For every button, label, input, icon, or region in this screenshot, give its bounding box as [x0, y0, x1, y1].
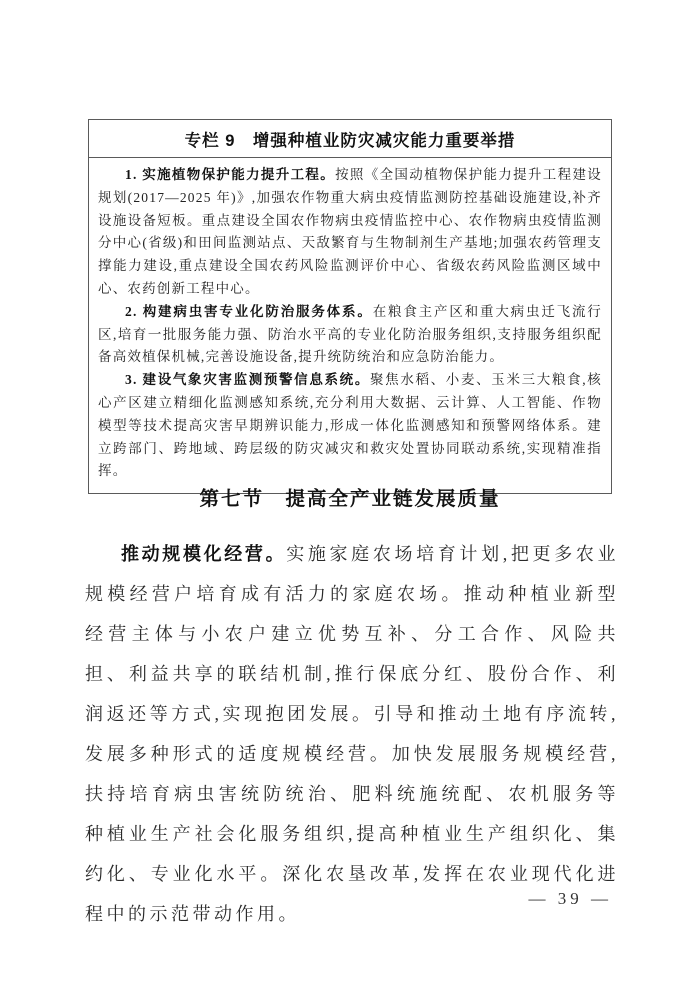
panel-title: 专栏 9 增强种植业防灾减灾能力重要举措 — [184, 132, 516, 150]
panel-paragraph-lead: 1. 实施植物保护能力提升工程。 — [125, 167, 336, 182]
panel-paragraph — [98, 301, 602, 369]
panel-paragraph-text: 聚焦水稻、小麦、玉米三大粮食,核心产区建立精细化监测感知系统,充分利用大数据、云计算、人工智能、作物模型等技术提高灾害早期辨识能力,形成一体化监测感知和预警网络体系。建立跨部门、跨地域、跨层级的防灾减灾和救灾处置协同联动系统,实现精准指挥。 — [98, 372, 603, 479]
body-paragraph-text: 实施家庭农场培育计划,把更多农业规模经营户培育成有活力的家庭农场。推动种植业新型经营主体与小农户建立优势互补、分工合作、风险共担、利益共享的联结机制,推行保底分红、股份合作、利润返还等方式,实现抱团发展。引导和推动土地有序流转,发展多种形式的适度规模经营。加快发展服务规模经营,扶持培育病虫害统防统治、肥料统施统配、农机服务等种植业生产社会化服务组织,提高种植业生产组织化、集约化、专业化水平。深化农垦改革,发挥在农业现代化进程中的示范带动作用。 — [85, 544, 619, 924]
panel-header — [89, 120, 611, 158]
panel-paragraph-lead: 3. 建设气象灾害监测预警信息系统。 — [125, 372, 370, 388]
panel-paragraph — [98, 164, 602, 301]
panel-paragraph-text: 在粮食主产区和重大病虫迁飞流行区,培育一批服务能力强、防治水平高的专业化防治服务组织,支持服务组织配备高效植保机械,完善设施设备,提升统防统治和应急防治能力。 — [98, 303, 603, 365]
panel-paragraph-text: 按照《全国动植物保护能力提升工程建设规划(2017—2025 年)》,加强农作物重大病虫疫情监测防控基础设施建设,补齐设施设备短板。重点建设全国农作物病虫疫情监控中心、农作物病虫疫情监测分中心(省级)和田间监测站点、天敌繁育与生物制剂生产基地;加强农药管理支撑能力建设,重点建设全国农药风险监测评价中心、省级农药风险监测区域中心、农药创新工程中心。 — [98, 167, 602, 296]
page-number: — 39 — — [528, 889, 612, 908]
panel-paragraph-lead: 2. 构建病虫害专业化防治服务体系。 — [125, 303, 373, 319]
section-heading: 第七节 提高全产业链发展质量 — [199, 488, 501, 510]
panel-body — [89, 158, 611, 493]
column-box-panel — [88, 119, 612, 494]
panel-paragraph — [98, 369, 602, 483]
body-paragraph-lead: 推动规模化经营。 — [121, 544, 287, 564]
body-paragraph — [85, 534, 619, 934]
